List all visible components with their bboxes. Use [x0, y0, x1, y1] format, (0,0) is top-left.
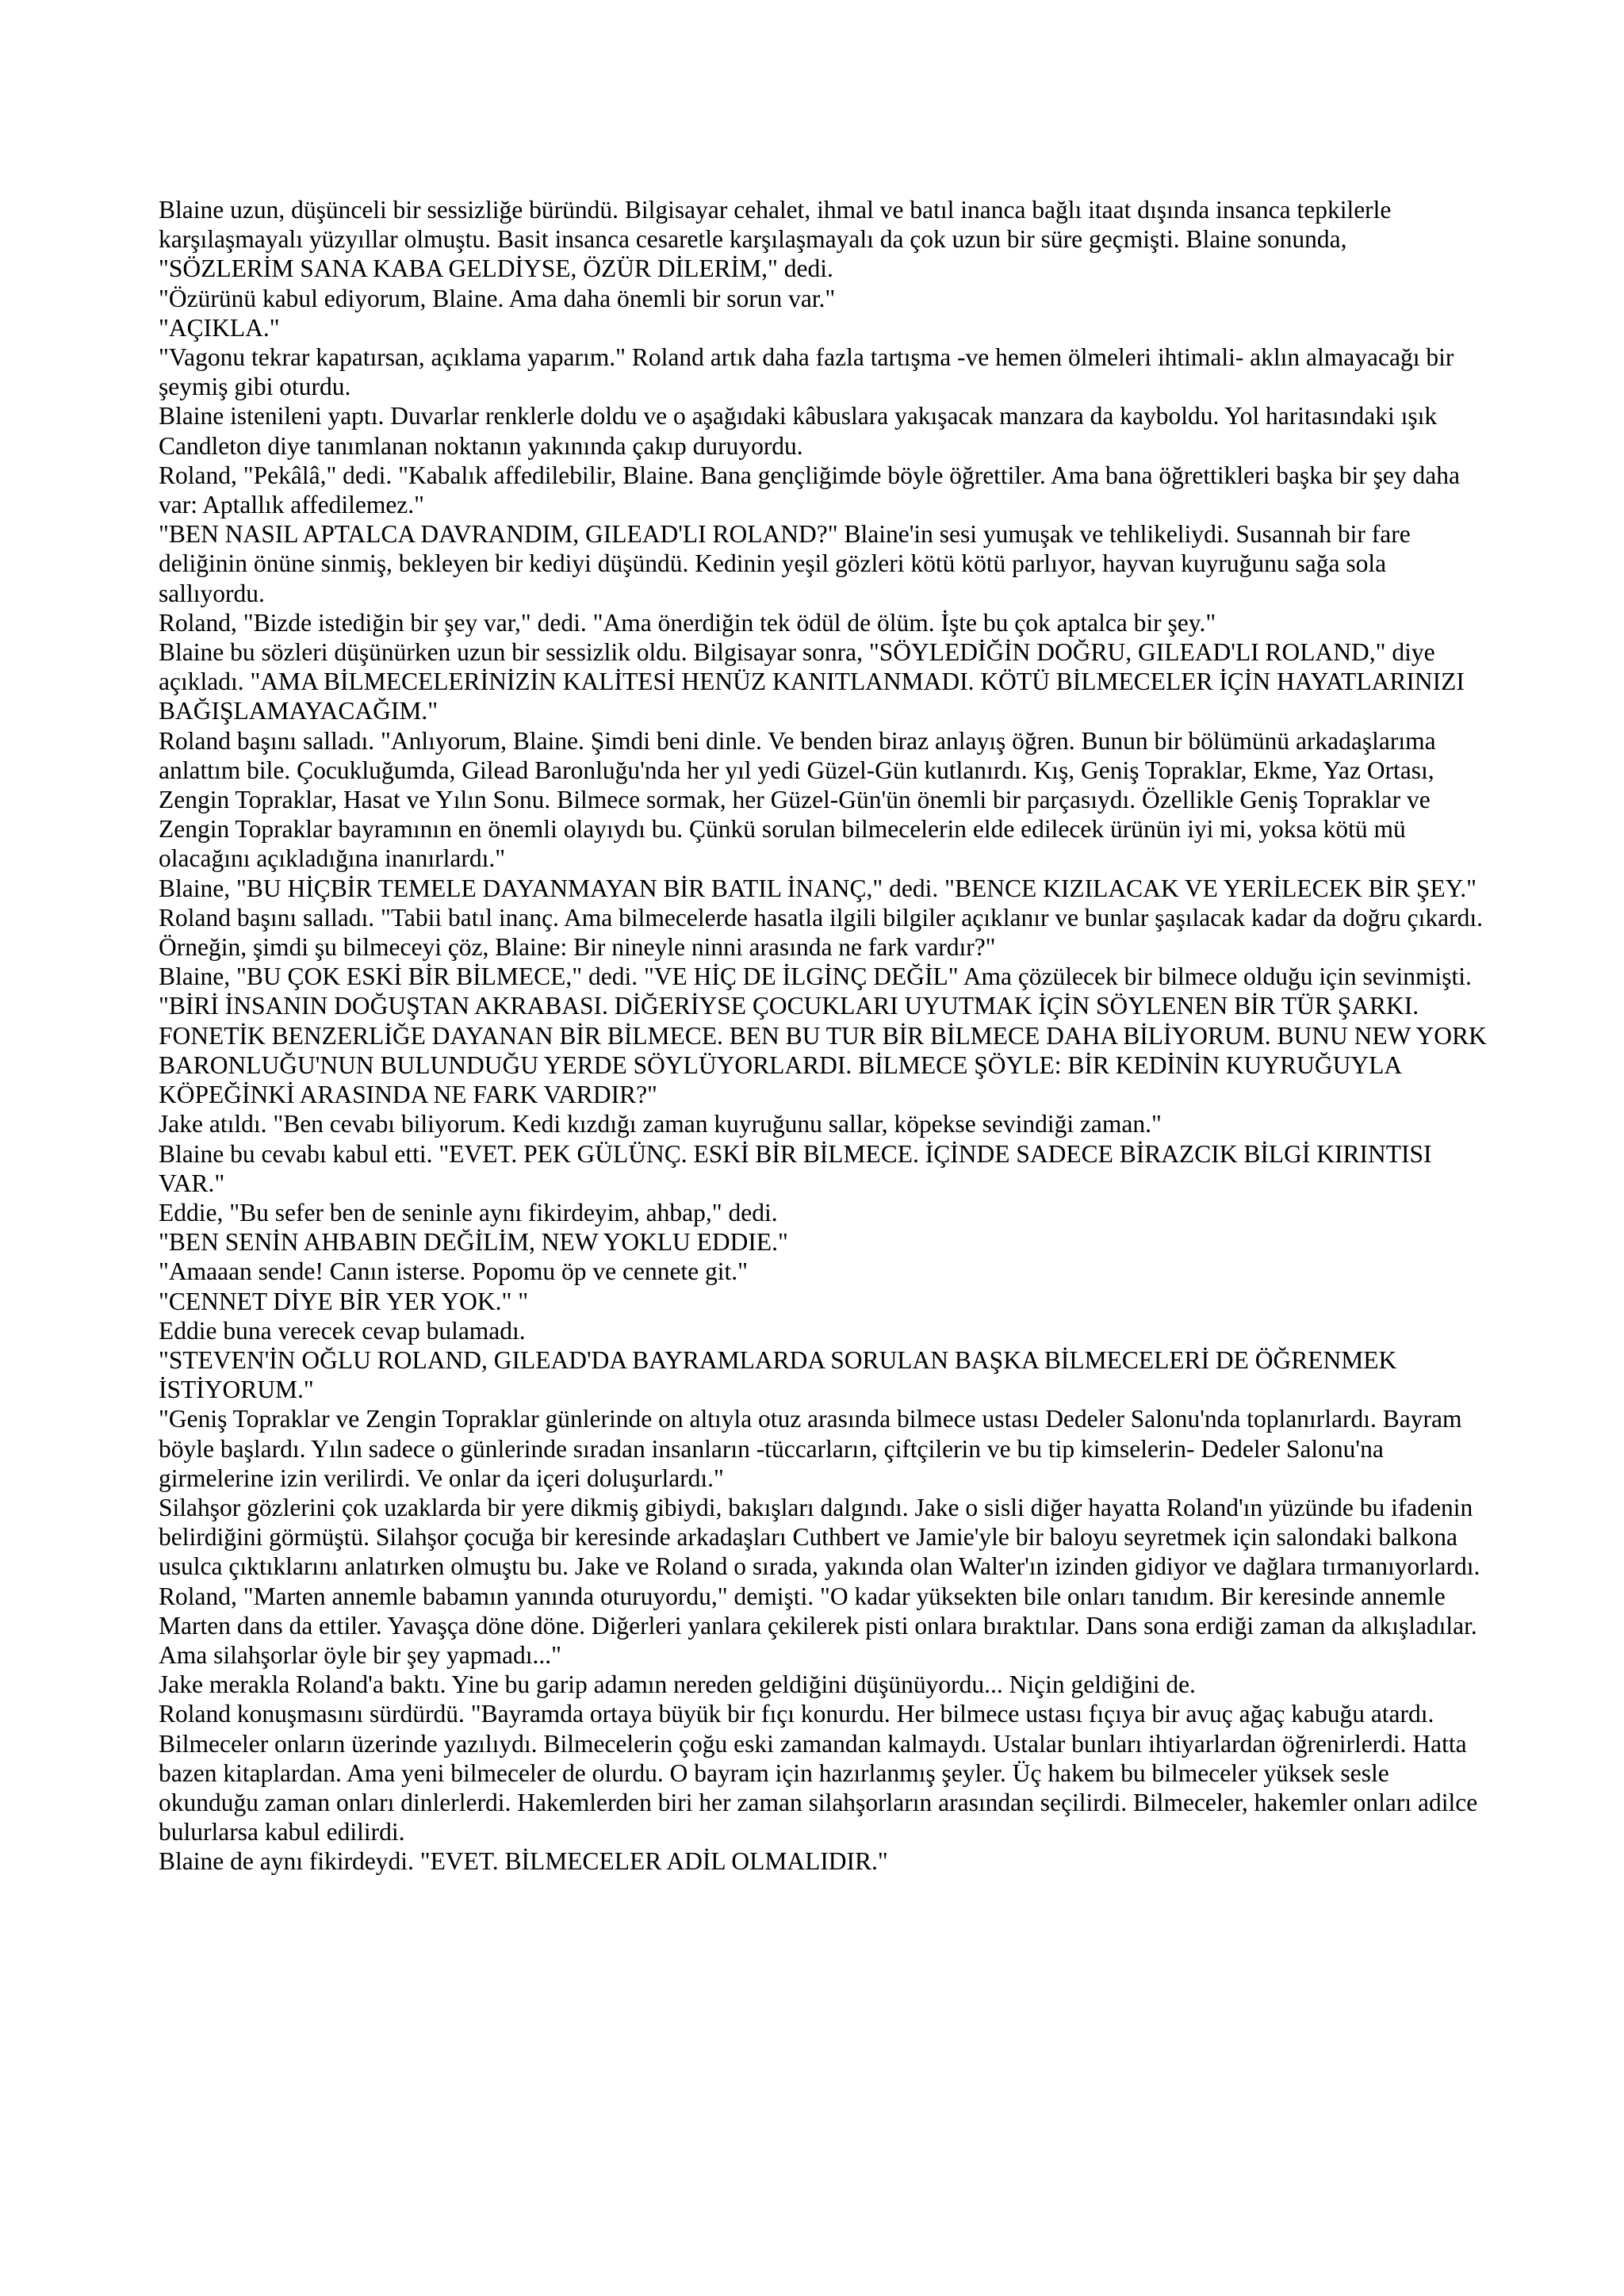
paragraph: "BEN NASIL APTALCA DAVRANDIM, GILEAD'LI ROLAND?" Blaine'in sesi yumuşak ve tehlikeliydi. Susannah bir fare deliğinin önüne sinmiş, bekleyen bir kediyi düşündü. Kedinin yeşil gözleri kötü kötü parlıyor, hayvan kuyruğunu sağa sola sallıyordu.: [159, 520, 1411, 607]
paragraph: Blaine bu sözleri düşünürken uzun bir sessizlik oldu. Bilgisayar sonra, "SÖYLEDİĞİN DOĞRU, GILEAD'LI ROLAND," diye açıkladı. "AMA BİLMECELERİNİZİN KALİTESİ HENÜZ KANITLANMADI. KÖTÜ BİLMECELER İÇİN HAYATLARINIZI BAĞIŞLAMAYACAĞIM.": [159, 638, 1465, 725]
paragraph: Roland başını salladı. "Anlıyorum, Blaine. Şimdi beni dinle. Ve benden biraz anlayış öğren. Bunun bir bölümünü arkadaşlarıma anlattım bile. Çocukluğumda, Gilead Baronluğu'nda her yıl yedi Güzel-Gün kutlanırdı. Kış, Geniş Topraklar, Ekme, Yaz Ortası, Zengin Topraklar, Hasat ve Yılın Sonu. Bilmece sormak, her Güzel-Gün'ün önemli bir parçasıydı. Özellikle Geniş Topraklar ve Zengin Topraklar bayramının en önemli olayıydı bu. Çünkü sorulan bilmecelerin elde edilecek ürünün iyi mi, yoksa kötü mü olacağını açıkladığına inanırlardı.": [159, 726, 1436, 873]
paragraph: "Vagonu tekrar kapatırsan, açıklama yaparım." Roland artık daha fazla tartışma -ve hemen ölmeleri ihtimali- aklın almayacağı bir şeymiş gibi oturdu.: [159, 343, 1454, 401]
paragraph: Roland, "Bizde istediğin bir şey var," dedi. "Ama önerdiğin tek ödül de ölüm. İşte bu çok aptalca bir şey.": [159, 608, 1216, 637]
paragraph: Blaine de aynı fikirdeydi. "EVET. BİLMECELER ADİL OLMALIDIR.": [159, 1847, 888, 1876]
paragraph: "Özürünü kabul ediyorum, Blaine. Ama daha önemli bir sorun var.": [159, 284, 836, 312]
paragraph: Jake atıldı. "Ben cevabı biliyorum. Kedi kızdığı zaman kuyruğunu sallar, köpekse sevindiği zaman.": [159, 1110, 1162, 1138]
paragraph: Blaine uzun, düşünceli bir sessizliğe büründü. Bilgisayar cehalet, ihmal ve batıl inanca bağlı itaat dışında insanca tepkilerle karşılaşmayalı yüzyıllar olmuştu. Basit insanca cesaretle karşılaşmayalı da çok uzun bir süre geçmişti. Blaine sonunda, "SÖZLERİM SANA KABA GELDİYSE, ÖZÜR DİLERİM," dedi.: [159, 196, 1392, 283]
paragraph: "BEN SENİN AHBABIN DEĞİLİM, NEW YOKLU EDDIE.": [159, 1228, 788, 1257]
paragraph: Roland, "Marten annemle babamın yanında oturuyordu," demişti. "O kadar yüksekten bile onları tanıdım. Bir keresinde annemle Marten dans da ettiler. Yavaşça döne döne. Diğerleri yanlara çekilerek pisti onlara bıraktılar. Dans sona erdiği zaman da alkışladılar. Ama silahşorlar öyle bir şey yapmadı...": [159, 1582, 1477, 1669]
paragraph: Roland konuşmasını sürdürdü. "Bayramda ortaya büyük bir fıçı konurdu. Her bilmece ustası fıçıya bir avuç ağaç kabuğu atardı. Bilmeceler onların üzerinde yazılıydı. Bilmecelerin çoğu eski zamandan kalmaydı. Ustalar bunları ihtiyarlardan öğrenirlerdi. Hatta bazen kitaplardan. Ama yeni bilmeceler de olurdu. O bayram için hazırlanmış şeyler. Üç hakem bu bilmeceler yüksek sesle okunduğu zaman onları dinlerlerdi. Hakemlerden biri her zaman silahşorların arasından seçilirdi. Bilmeceler, hakemler onları adilce bulurlarsa kabul edilirdi.: [159, 1700, 1478, 1846]
paragraph: Blaine bu cevabı kabul etti. "EVET. PEK GÜLÜNÇ. ESKİ BİR BİLMECE. İÇİNDE SADECE BİRAZCIK BİLGİ KIRINTISI VAR.": [159, 1139, 1432, 1197]
paragraph: Blaine, "BU ÇOK ESKİ BİR BİLMECE," dedi. "VE HİÇ DE İLGİNÇ DEĞİL" Ama çözülecek bir bilmece olduğu için sevinmişti. "BİRİ İNSANIN DOĞUŞTAN AKRABASI. DİĞERİYSE ÇOCUKLARI UYUTMAK İÇİN SÖYLENEN BİR TÜR ŞARKI. FONETİK BENZERLİĞE DAYANAN BİR BİLMECE. BEN BU TUR BİR BİLMECE DAHA BİLİYORUM. BUNU NEW YORK BARONLUĞU'NUN BULUNDUĞU YERDE SÖYLÜYORLARDI. BİLMECE ŞÖYLE: BİR KEDİNİN KUYRUĞUYLA KÖPEĞİNKİ ARASINDA NE FARK VARDIR?": [159, 962, 1487, 1109]
document-page: [159, 195, 1488, 1877]
paragraph: Blaine, "BU HİÇBİR TEMELE DAYANMAYAN BİR BATIL İNANÇ," dedi. "BENCE KIZILACAK VE YERİLECEK BİR ŞEY.": [159, 874, 1477, 902]
paragraph: Blaine istenileni yaptı. Duvarlar renklerle doldu ve o aşağıdaki kâbuslara yakışacak manzara da kayboldu. Yol haritasındaki ışık Candleton diye tanımlanan noktanın yakınında çakıp duruyordu.: [159, 402, 1438, 460]
paragraph: "CENNET DİYE BİR YER YOK." ": [159, 1287, 529, 1315]
paragraph: "AÇIKLA.": [159, 313, 280, 342]
paragraph: "STEVEN'İN OĞLU ROLAND, GILEAD'DA BAYRAMLARDA SORULAN BAŞKA BİLMECELERİ DE ÖĞRENMEK İSTİYORUM.": [159, 1345, 1397, 1404]
paragraph: Eddie buna verecek cevap bulamadı.: [159, 1316, 526, 1345]
paragraph: "Geniş Topraklar ve Zengin Topraklar günlerinde on altıyla otuz arasında bilmece ustası Dedeler Salonu'nda toplanırlardı. Bayram böyle başlardı. Yılın sadece o günlerinde sıradan insanların -tüccarların, çiftçilerin ve bu tip kimselerin- Dedeler Salonu'na girmelerine izin verilirdi. Ve onlar da içeri doluşurlardı.": [159, 1405, 1462, 1492]
paragraph: Eddie, "Bu sefer ben de seninle aynı fikirdeyim, ahbap," dedi.: [159, 1198, 778, 1226]
paragraph: Jake merakla Roland'a baktı. Yine bu garip adamın nereden geldiğini düşünüyordu... Niçin geldiğini de.: [159, 1670, 1196, 1699]
paragraph: "Amaaan sende! Canın isterse. Popomu öp ve cennete git.": [159, 1257, 749, 1286]
paragraph: Roland, "Pekâlâ," dedi. "Kabalık affedilebilir, Blaine. Bana gençliğimde böyle öğrettiler. Ama bana öğrettikleri başka bir şey daha var: Aptallık affedilemez.": [159, 461, 1460, 519]
paragraph: Silahşor gözlerini çok uzaklarda bir yere dikmiş gibiydi, bakışları dalgındı. Jake o sisli diğer hayatta Roland'ın yüzünde bu ifadenin belirdiğini görmüştü. Silahşor çocuğa bir keresinde arkadaşları Cuthbert ve Jamie'yle bir baloyu seyretmek için salondaki balkona usulca çıktıklarını anlatırken olmuştu bu. Jake ve Roland o sırada, yakında olan Walter'ın izinden gidiyor ve dağlara tırmanıyorlardı.: [159, 1493, 1480, 1581]
paragraph: Roland başını salladı. "Tabii batıl inanç. Ama bilmecelerde hasatla ilgili bilgiler açıklanır ve bunlar şaşılacak kadar da doğru çıkardı. Örneğin, şimdi şu bilmeceyi çöz, Blaine: Bir nineyle ninni arasında ne fark vardır?": [159, 903, 1483, 962]
